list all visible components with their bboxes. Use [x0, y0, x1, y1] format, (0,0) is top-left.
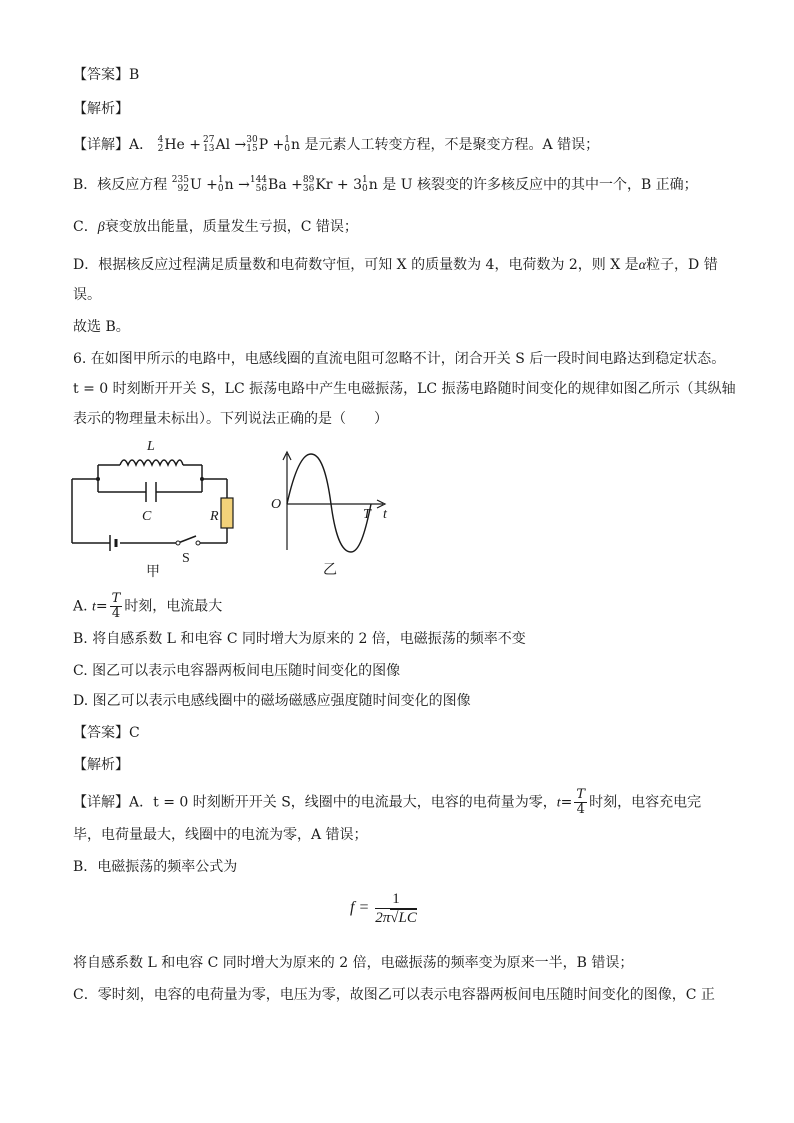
q6-option-d: D. 图乙可以表示电感线圈中的磁场磁感应强度随时间变化的图像 [73, 693, 471, 709]
q6-option-a [73, 592, 222, 621]
d-text-end: 粒子，D 错 [646, 257, 718, 273]
label-L: L [147, 439, 155, 454]
q5-detail-a [73, 136, 599, 154]
answer-label: 【答案】 [73, 67, 129, 83]
option-b-prefix: B．核反应方程 [73, 177, 168, 193]
label-S: S [182, 551, 190, 566]
q6-stem-line2: t = 0 时刻断开开关 S，LC 振荡电路中产生电磁振荡，LC 振荡电路随时间变化的规律如图乙所示（其纵轴 [73, 381, 736, 397]
resistor [221, 498, 233, 528]
answer-label: 【答案】 [73, 725, 129, 741]
period-label: T [363, 507, 371, 522]
answer-value: B [129, 67, 140, 83]
formula-fraction: $\frac{1}{2\pi√LC}$ [375, 891, 417, 926]
alpha-symbol: α [638, 258, 647, 273]
q6-option-b: B. 将自感系数 L 和电容 C 同时增大为原来的 2 倍，电磁振荡的频率不变 [73, 631, 526, 647]
time-var: t [556, 795, 561, 811]
frequency-formula: f = $\frac{1}{2\pi√LC}$ [350, 891, 417, 926]
q6-detail-b-intro: B．电磁振荡的频率公式为 [73, 859, 238, 875]
fraction-t-over-4: $\frac{T}{4}$ [111, 591, 121, 621]
option-a-label: A. [73, 598, 88, 615]
q5-detail-c [73, 218, 358, 237]
equals: = [95, 598, 108, 615]
detail-a-text-end: 时刻，电容充电完 [589, 794, 702, 811]
q6-option-c: C. 图乙可以表示电容器两板间电压随时间变化的图像 [73, 663, 401, 679]
q6-detail-a-cont: 毕，电荷量最大，线圈中的电流为零，A 错误； [73, 827, 368, 843]
q5-analysis-label: 【解析】 [73, 101, 129, 117]
label-R: R [210, 509, 219, 524]
q6-analysis-label: 【解析】 [73, 757, 129, 773]
q6-detail-b: 将自感系数 L 和电容 C 同时增大为原来的 2 倍，电磁振荡的频率变为原来一半，B 错误； [73, 955, 634, 971]
nuclear-equation-b: 235 92 U + 1 0 n → 144 56 Ba + 89 36 Kr + 3 1 0 n [171, 175, 378, 194]
q6-stem-line3: 表示的物理量未标出）。下列说法正确的是（ ） [73, 411, 388, 427]
fraction-t-over-4: $\frac{T}{4}$ [576, 787, 586, 817]
option-a-suffix: 是元素人工转变方程，不是聚变方程。A 错误； [304, 137, 600, 153]
circuit-diagram [60, 430, 260, 580]
time-var: t [92, 599, 96, 615]
c-prefix: C． [73, 219, 98, 235]
time-axis-label: t [383, 507, 387, 522]
equals: = [560, 794, 573, 811]
d-text: D．根据核反应过程满足质量数和电荷数守恒，可知 X 的质量数为 4，电荷数为 2，则 X 是 [73, 257, 639, 273]
detail-label: 【详解】 [73, 137, 129, 153]
nuclear-equation-a: 4 2 He + 27 13 Al → 30 15 P + 1 0 n [157, 135, 301, 154]
option-b-suffix: 是 U 核裂变的许多核反应中的其中一个，B 正确； [382, 177, 698, 193]
answer-value: C [129, 725, 140, 741]
q6-detail-c: C．零时刻，电容的电荷量为零，电压为零，故图乙可以表示电容器两板间电压随时间变化的图像，C 正 [73, 987, 715, 1003]
option-a-prefix: A． [129, 137, 154, 153]
sine-curve [287, 454, 371, 552]
q5-detail-d [73, 256, 718, 275]
q6-detail-a [73, 788, 701, 817]
fig-caption-jia: 甲 [146, 565, 160, 580]
label-C: C [142, 509, 152, 524]
fig-caption-yi: 乙 [323, 563, 337, 578]
beta-symbol: β [97, 220, 105, 235]
q6-stem-line1: 6. 在如图甲所示的电路中，电感线圈的直流电阻可忽略不计，闭合开关 S 后一段时间电路达到稳定状态。 [73, 351, 726, 367]
q5-detail-d-cont: 误。 [73, 287, 101, 303]
inductor-coil [120, 460, 183, 465]
oscillation-graph [265, 448, 395, 583]
q5-answer [73, 66, 139, 84]
detail-a-prefix: 【详解】A． [73, 794, 154, 811]
option-a-text: 时刻，电流最大 [124, 598, 223, 615]
q5-choose: 故选 B。 [73, 319, 130, 335]
formula-f: f [350, 899, 355, 917]
origin-label: O [271, 497, 282, 512]
detail-a-text: t = 0 时刻断开开关 S，线圈中的电流最大，电容的电荷量为零， [153, 794, 557, 811]
q5-detail-b [73, 176, 698, 194]
c-text: 衰变放出能量，质量发生亏损，C 错误； [104, 219, 358, 235]
q6-answer [73, 724, 140, 742]
